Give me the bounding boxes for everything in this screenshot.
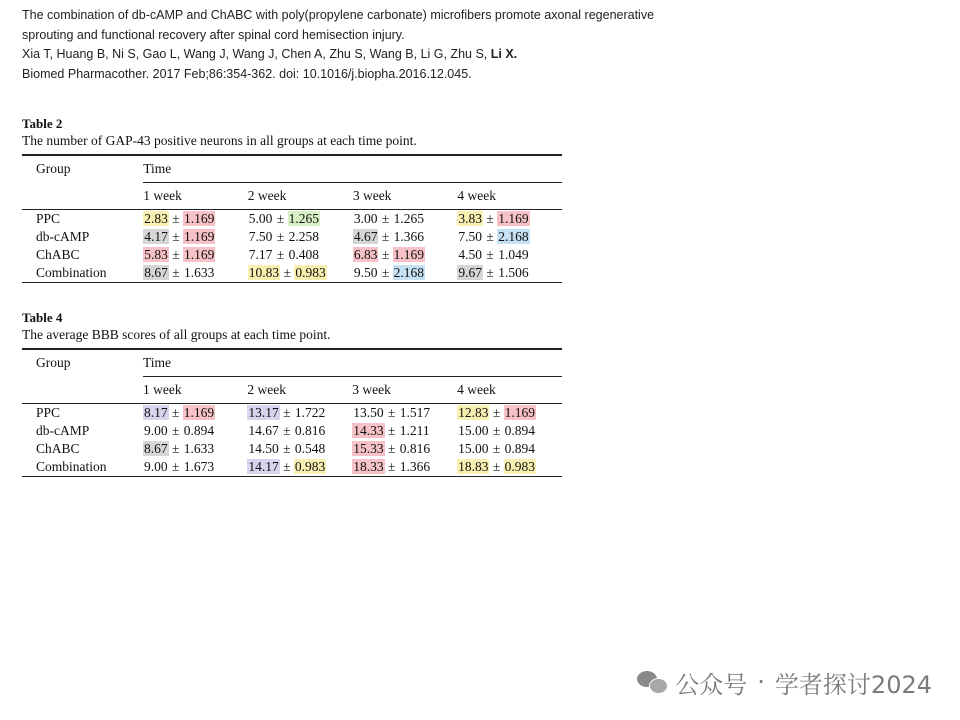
plus-minus-symbol: ± (489, 441, 504, 456)
group-header: Group (36, 355, 71, 371)
sd-value: 2.258 (288, 229, 319, 244)
plus-minus-symbol: ± (489, 459, 504, 474)
mean-value: 8.17 (144, 405, 168, 420)
week-header: 4 week (457, 188, 496, 203)
sd-value: 1.722 (294, 405, 326, 420)
value-cell (352, 422, 457, 440)
value-cell (457, 246, 562, 264)
value-cell (352, 440, 457, 458)
value-cell (247, 422, 352, 440)
mean-value: 8.67 (144, 441, 168, 456)
value-cell (457, 440, 562, 458)
table-2-caption: The number of GAP-43 positive neurons in all groups at each time point. (22, 133, 417, 148)
mean-value: 9.00 (144, 423, 168, 438)
article-title-line-2: sprouting and functional recovery after spinal cord hemisection injury. (22, 27, 405, 42)
value-cell (353, 228, 458, 246)
time-header: Time (143, 155, 562, 183)
sd-value: 0.894 (183, 423, 215, 438)
sd-value: 0.894 (504, 441, 536, 456)
value-cell (353, 246, 458, 264)
mean-value: 15.00 (458, 423, 489, 438)
watermark-separator: · (757, 668, 765, 696)
plus-minus-symbol: ± (273, 247, 288, 262)
sd-value: 1.169 (184, 247, 215, 262)
table-4 (22, 310, 567, 477)
group-name: ChABC (36, 247, 80, 262)
value-cell (247, 404, 352, 423)
week-header: 3 week (352, 382, 391, 397)
value-cell (143, 458, 247, 477)
article-title-line-1: The combination of db-cAMP and ChABC with poly(propylene carbonate) microfibers promote axonal regenerative (22, 8, 655, 22)
mean-value: 15.00 (458, 441, 489, 456)
sd-value: 0.548 (294, 441, 326, 456)
sd-value: 2.168 (393, 265, 424, 280)
last-author: Li X. (490, 47, 518, 61)
table-row (22, 422, 562, 440)
sd-value: 1.169 (183, 405, 215, 420)
table-2 (22, 116, 567, 283)
mean-value: 4.50 (458, 247, 483, 262)
value-cell (457, 422, 562, 440)
plus-minus-symbol: ± (483, 229, 498, 244)
plus-minus-symbol: ± (280, 265, 295, 280)
mean-value: 18.33 (353, 459, 384, 474)
week-header: 3 week (352, 188, 392, 203)
group-name: Combination (22, 458, 143, 477)
plus-minus-symbol: ± (168, 423, 183, 438)
table-4-grid (22, 348, 562, 477)
mean-value: 7.50 (458, 229, 483, 244)
table-row (22, 440, 562, 458)
table-row (22, 404, 562, 423)
mean-value: 18.83 (458, 459, 489, 474)
mean-value: 7.17 (248, 247, 273, 262)
article-authors (22, 45, 922, 65)
mean-value: 6.83 (353, 247, 378, 262)
plus-minus-symbol: ± (384, 441, 399, 456)
plus-minus-symbol: ± (168, 459, 183, 474)
group-name: Combination (22, 264, 143, 283)
mean-value: 5.83 (144, 247, 168, 262)
value-cell (457, 458, 562, 477)
plus-minus-symbol: ± (489, 405, 504, 420)
mean-value: 10.83 (248, 265, 280, 280)
table-row (22, 246, 562, 264)
sd-value: 1.169 (184, 229, 215, 244)
sd-value: 1.517 (399, 405, 431, 420)
week-header: 2 week (247, 382, 286, 397)
plus-minus-symbol: ± (279, 423, 294, 438)
mean-value: 9.50 (353, 265, 378, 280)
plus-minus-symbol: ± (483, 211, 498, 226)
sd-value: 2.168 (498, 229, 529, 244)
table-row (22, 458, 562, 477)
value-cell (143, 422, 247, 440)
sd-value: 1.265 (288, 211, 319, 226)
value-cell (457, 228, 562, 246)
plus-minus-symbol: ± (378, 229, 393, 244)
value-cell (457, 404, 562, 423)
sd-value: 1.673 (183, 459, 215, 474)
mean-value: 14.17 (248, 459, 279, 474)
value-cell (457, 264, 562, 283)
group-name: PPC (22, 210, 143, 229)
plus-minus-symbol: ± (279, 459, 294, 474)
sd-value: 0.816 (399, 441, 431, 456)
mean-value: 5.00 (248, 211, 273, 226)
sd-value: 1.633 (184, 265, 215, 280)
plus-minus-symbol: ± (168, 405, 183, 420)
plus-minus-symbol: ± (489, 423, 504, 438)
value-cell (248, 210, 353, 229)
plus-minus-symbol: ± (168, 265, 184, 280)
plus-minus-symbol: ± (378, 211, 393, 226)
plus-minus-symbol: ± (168, 441, 183, 456)
plus-minus-symbol: ± (483, 265, 498, 280)
sd-value: 1.633 (183, 441, 215, 456)
value-cell (352, 404, 457, 423)
table-2-label: Table 2 (22, 116, 63, 131)
plus-minus-symbol: ± (168, 211, 184, 226)
mean-value: 14.67 (248, 423, 279, 438)
week-header: 2 week (247, 188, 287, 203)
header-spacer (22, 377, 143, 404)
sd-value: 0.983 (295, 265, 326, 280)
value-cell (247, 440, 352, 458)
sd-value: 0.408 (288, 247, 319, 262)
value-cell (353, 210, 458, 229)
sd-value: 1.049 (498, 247, 529, 262)
table-row (22, 228, 562, 246)
mean-value: 4.67 (353, 229, 378, 244)
plus-minus-symbol: ± (378, 247, 393, 262)
value-cell (353, 264, 458, 283)
sd-value: 1.169 (498, 211, 529, 226)
mean-value: 3.00 (353, 211, 378, 226)
plus-minus-symbol: ± (273, 211, 288, 226)
table-row (22, 210, 562, 229)
plus-minus-symbol: ± (384, 423, 399, 438)
value-cell (143, 246, 248, 264)
mean-value: 14.50 (248, 441, 279, 456)
mean-value: 2.83 (144, 211, 168, 226)
group-name: db-cAMP (36, 423, 90, 438)
group-name: PPC (22, 404, 143, 423)
sd-value: 1.366 (393, 229, 424, 244)
plus-minus-symbol: ± (384, 459, 399, 474)
value-cell (143, 210, 248, 229)
mean-value: 13.50 (353, 405, 384, 420)
watermark-left-text: 公众号 (675, 670, 748, 699)
sd-value: 1.366 (399, 459, 431, 474)
value-cell (248, 246, 353, 264)
sd-value: 0.983 (294, 459, 326, 474)
value-cell (247, 458, 352, 477)
watermark (637, 664, 932, 700)
table-4-caption: The average BBB scores of all groups at each time point. (22, 327, 331, 342)
value-cell (248, 228, 353, 246)
mean-value: 7.50 (248, 229, 273, 244)
value-cell (143, 228, 248, 246)
mean-value: 8.67 (144, 265, 168, 280)
plus-minus-symbol: ± (279, 441, 294, 456)
value-cell (248, 264, 353, 283)
week-header: 1 week (143, 188, 182, 203)
week-header: 4 week (457, 382, 496, 397)
value-cell (352, 458, 457, 477)
plus-minus-symbol: ± (279, 405, 294, 420)
plus-minus-symbol: ± (273, 229, 288, 244)
sd-value: 1.506 (498, 265, 529, 280)
value-cell (143, 404, 247, 423)
journal-reference: Biomed Pharmacother. 2017 Feb;86:354-362. doi: 10.1016/j.biopha.2016.12.045. (22, 66, 472, 81)
plus-minus-symbol: ± (384, 405, 399, 420)
plus-minus-symbol: ± (168, 229, 184, 244)
mean-value: 13.17 (248, 405, 279, 420)
table-2-grid (22, 154, 562, 283)
plus-minus-symbol: ± (168, 247, 184, 262)
sd-value: 1.169 (184, 211, 215, 226)
value-cell (143, 264, 248, 283)
sd-value: 0.983 (504, 459, 536, 474)
header-spacer (22, 183, 143, 210)
group-name: db-cAMP (36, 229, 90, 244)
mean-value: 15.33 (353, 441, 384, 456)
group-name: ChABC (36, 441, 80, 456)
authors-list: Xia T, Huang B, Ni S, Gao L, Wang J, Wang J, Chen A, Zhu S, Wang B, Li G, Zhu S, (22, 47, 491, 61)
time-header: Time (143, 349, 562, 377)
mean-value: 4.17 (144, 229, 168, 244)
table-4-label: Table 4 (22, 310, 63, 325)
mean-value: 9.67 (458, 265, 483, 280)
plus-minus-symbol: ± (483, 247, 498, 262)
table-row (22, 264, 562, 283)
sd-value: 1.169 (393, 247, 424, 262)
wechat-icon (637, 669, 667, 695)
watermark-right-text: 学者探讨2024 (774, 670, 932, 699)
value-cell (457, 210, 562, 229)
group-header: Group (36, 161, 71, 177)
sd-value: 0.894 (504, 423, 536, 438)
mean-value: 14.33 (353, 423, 384, 438)
sd-value: 1.169 (504, 405, 536, 420)
sd-value: 1.211 (399, 423, 430, 438)
sd-value: 1.265 (393, 211, 424, 226)
citation-block (22, 6, 922, 84)
value-cell (143, 440, 247, 458)
mean-value: 9.00 (144, 459, 168, 474)
week-header: 1 week (143, 382, 182, 397)
mean-value: 3.83 (458, 211, 483, 226)
sd-value: 0.816 (294, 423, 326, 438)
plus-minus-symbol: ± (378, 265, 393, 280)
mean-value: 12.83 (458, 405, 489, 420)
